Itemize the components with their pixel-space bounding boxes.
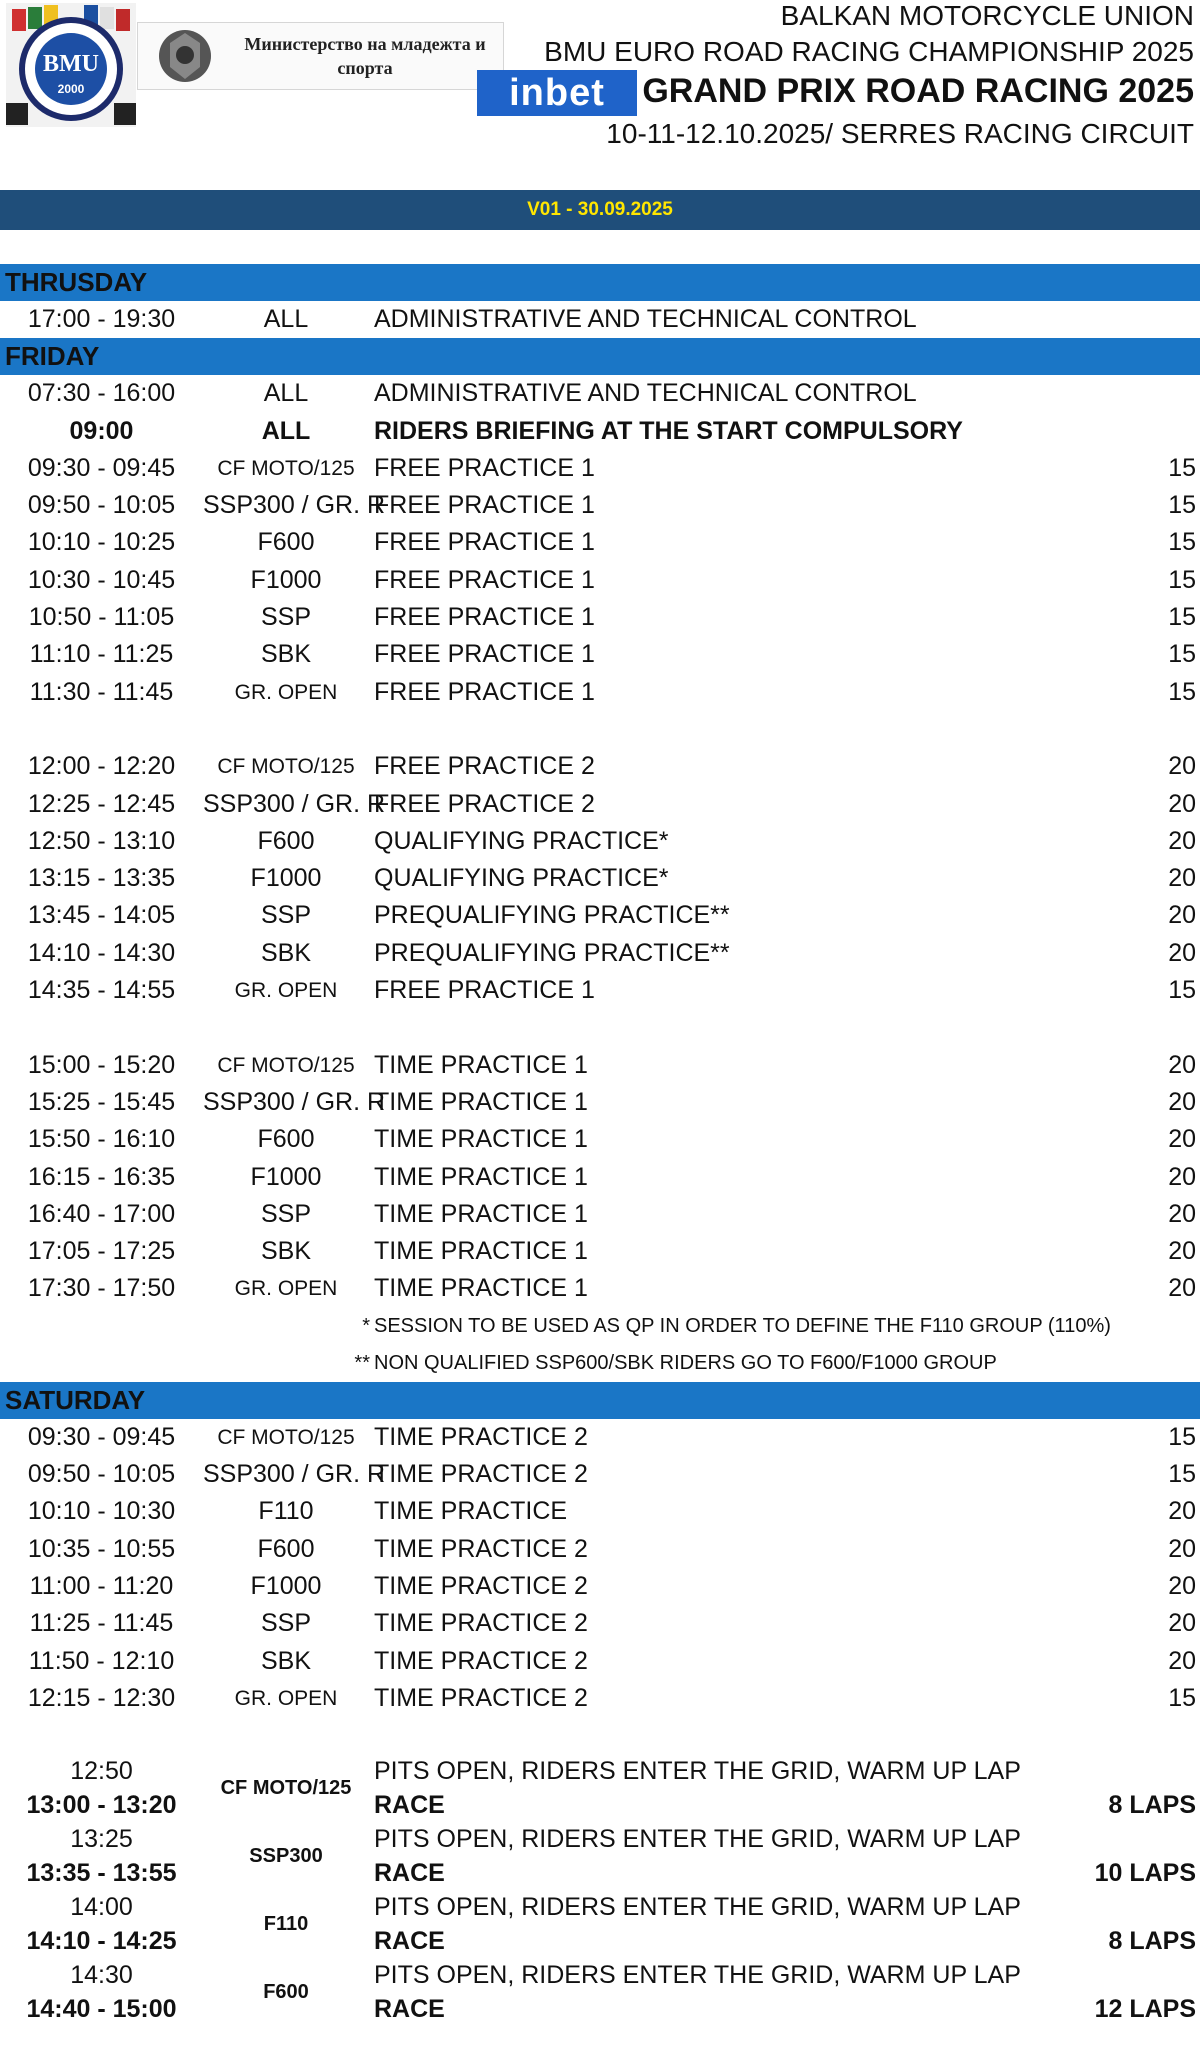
- session-duration: 15: [1168, 491, 1196, 520]
- bmu-logo: [6, 3, 136, 127]
- race-class: F110: [263, 1913, 309, 1936]
- session-time: 11:30 - 11:45: [29, 677, 174, 706]
- session-class: F1000: [250, 565, 322, 594]
- race-block: [0, 1822, 1200, 1890]
- session-duration: 20: [1168, 1162, 1196, 1191]
- session-time: 10:10 - 10:25: [27, 528, 176, 557]
- session-class: ALL: [263, 305, 309, 333]
- session-duration: 20: [1168, 938, 1196, 967]
- session-description: TIME PRACTICE 2: [374, 1609, 588, 1638]
- session-class: CF MOTO/125: [217, 1053, 355, 1077]
- schedule-row: [0, 1196, 1200, 1233]
- event-date-venue: 10-11-12.10.2025/ SERRES RACING CIRCUIT: [606, 118, 1194, 149]
- session-description: FREE PRACTICE 1: [374, 528, 595, 557]
- race-time: 13:00 - 13:20: [26, 1791, 177, 1820]
- session-class: GR. OPEN: [234, 680, 338, 704]
- coat-of-arms-icon: [140, 23, 230, 89]
- schedule-row: [0, 1643, 1200, 1680]
- session-description: TIME PRACTICE 1: [374, 1162, 588, 1191]
- session-description: FREE PRACTICE 2: [374, 789, 595, 818]
- session-duration: 20: [1168, 1050, 1196, 1079]
- session-time: 09:00: [69, 416, 134, 445]
- race-laps: 12 LAPS: [1094, 1995, 1196, 2024]
- schedule-row: [0, 1270, 1200, 1307]
- session-duration: 20: [1168, 1497, 1196, 1526]
- schedule-row-briefing: [0, 413, 1200, 450]
- session-class: CF MOTO/125: [217, 755, 355, 779]
- session-time: 11:10 - 11:25: [29, 640, 174, 669]
- session-class: ALL: [261, 416, 311, 445]
- session-duration: 15: [1168, 976, 1196, 1005]
- session-description: FREE PRACTICE 1: [374, 976, 595, 1005]
- schedule: [0, 264, 1200, 2026]
- schedule-row: [0, 823, 1200, 860]
- session-duration: 15: [1168, 640, 1196, 669]
- schedule-row: [0, 786, 1200, 823]
- session-duration: 20: [1168, 826, 1196, 855]
- pits-open-description: PITS OPEN, RIDERS ENTER THE GRID, WARM UP LAP: [374, 1757, 1021, 1786]
- session-duration: 15: [1168, 453, 1196, 482]
- race-label: RACE: [374, 1859, 445, 1888]
- session-time: 13:45 - 14:05: [27, 901, 176, 930]
- session-description: TIME PRACTICE 2: [374, 1646, 588, 1675]
- session-class: SBK: [260, 640, 312, 669]
- session-description: TIME PRACTICE 1: [374, 1199, 588, 1228]
- sponsor-logo: [477, 70, 637, 116]
- session-description: ADMINISTRATIVE AND TECHNICAL CONTROL: [374, 379, 917, 408]
- session-time: 11:50 - 12:10: [28, 1646, 175, 1675]
- session-duration: 15: [1168, 603, 1196, 632]
- svg-text:BMU: BMU: [43, 51, 99, 77]
- bmu-emblem-icon: [6, 3, 136, 127]
- session-class: CF MOTO/125: [217, 1425, 355, 1449]
- spacer-row: [0, 1009, 1200, 1046]
- schedule-row: [0, 935, 1200, 972]
- schedule-row: [0, 450, 1200, 487]
- session-time: 17:00 - 19:30: [27, 305, 176, 333]
- session-class: GR. OPEN: [234, 1277, 338, 1301]
- day-header-thursday: THRUSDAY: [0, 264, 1200, 301]
- race-label: RACE: [374, 1927, 445, 1956]
- session-class: F600: [257, 528, 315, 557]
- schedule-row: [0, 1605, 1200, 1642]
- session-duration: 15: [1168, 1422, 1196, 1451]
- spacer-row: [0, 1717, 1200, 1754]
- session-class: SSP300 / GR. R: [203, 789, 386, 818]
- session-description: TIME PRACTICE 2: [374, 1683, 588, 1712]
- race-class: CF MOTO/125: [220, 1777, 352, 1800]
- day-header-saturday: SATURDAY: [0, 1382, 1200, 1419]
- footnote: [0, 1345, 1200, 1382]
- session-duration: 20: [1168, 1274, 1196, 1303]
- session-duration: 20: [1168, 1534, 1196, 1563]
- championship-name: BMU EURO ROAD RACING CHAMPIONSHIP 2025: [544, 36, 1194, 67]
- schedule-row: [0, 897, 1200, 934]
- session-class: SSP: [260, 1609, 312, 1638]
- race-label: RACE: [374, 1791, 445, 1820]
- race-class: SSP300: [249, 1845, 323, 1868]
- session-time: 11:25 - 11:45: [29, 1609, 174, 1638]
- schedule-row: [0, 1084, 1200, 1121]
- race-time: 14:40 - 15:00: [26, 1995, 177, 2024]
- version-bar: [0, 190, 1200, 230]
- session-description: TIME PRACTICE 2: [374, 1422, 588, 1451]
- session-duration: 15: [1168, 528, 1196, 557]
- session-description: TIME PRACTICE: [374, 1497, 568, 1526]
- footnote-mark: *: [362, 1314, 370, 1337]
- session-class: ALL: [263, 379, 309, 408]
- schedule-row: [0, 636, 1200, 673]
- pits-open-time: 13:25: [70, 1825, 133, 1854]
- session-time: 14:10 - 14:30: [27, 938, 176, 967]
- session-time: 12:00 - 12:20: [27, 752, 176, 781]
- session-time: 07:30 - 16:00: [27, 379, 176, 408]
- session-description: PREQUALIFYING PRACTICE**: [374, 901, 730, 930]
- day-header-friday: FRIDAY: [0, 338, 1200, 375]
- schedule-row: [0, 1456, 1200, 1493]
- session-class: F1000: [250, 1571, 322, 1600]
- session-time: 15:25 - 15:45: [27, 1087, 176, 1116]
- ministry-name: Министерство на младежта и спорта: [244, 34, 486, 78]
- session-time: 12:15 - 12:30: [27, 1683, 176, 1712]
- session-time: 10:50 - 11:05: [28, 603, 175, 632]
- page-header: [0, 0, 1200, 190]
- race-laps: 10 LAPS: [1094, 1859, 1196, 1888]
- session-class: SBK: [260, 1237, 312, 1266]
- schedule-row: [0, 674, 1200, 711]
- session-description: TIME PRACTICE 1: [374, 1237, 588, 1266]
- session-class: SBK: [260, 1646, 312, 1675]
- session-description: FREE PRACTICE 1: [374, 640, 595, 669]
- session-class: SSP300 / GR. R: [203, 1087, 386, 1116]
- session-duration: 20: [1168, 1125, 1196, 1154]
- session-duration: 20: [1168, 1571, 1196, 1600]
- schedule-row: [0, 1233, 1200, 1270]
- session-time: 16:15 - 16:35: [27, 1162, 176, 1191]
- schedule-row: [0, 487, 1200, 524]
- session-description: PREQUALIFYING PRACTICE**: [374, 938, 730, 967]
- schedule-row: [0, 1531, 1200, 1568]
- pits-open-time: 12:50: [70, 1757, 133, 1786]
- session-time: 10:35 - 10:55: [27, 1534, 176, 1563]
- schedule-row: [0, 748, 1200, 785]
- session-description: TIME PRACTICE 1: [374, 1125, 588, 1154]
- race-laps: 8 LAPS: [1108, 1927, 1196, 1956]
- session-description: TIME PRACTICE 1: [374, 1050, 588, 1079]
- schedule-row: [0, 1159, 1200, 1196]
- race-time: 13:35 - 13:55: [26, 1859, 177, 1888]
- session-class: SSP: [260, 901, 312, 930]
- session-description: FREE PRACTICE 1: [374, 565, 595, 594]
- version-label: V01 - 30.09.2025: [527, 199, 673, 220]
- session-time: 15:00 - 15:20: [27, 1050, 176, 1079]
- session-time: 09:50 - 10:05: [27, 491, 176, 520]
- session-duration: 20: [1168, 789, 1196, 818]
- session-description: TIME PRACTICE 1: [374, 1274, 588, 1303]
- session-time: 13:15 - 13:35: [27, 864, 176, 893]
- session-class: CF MOTO/125: [217, 456, 355, 480]
- session-description: FREE PRACTICE 2: [374, 752, 595, 781]
- schedule-row: [0, 1419, 1200, 1456]
- race-laps: 8 LAPS: [1108, 1791, 1196, 1820]
- session-time: 15:50 - 16:10: [27, 1125, 176, 1154]
- session-class: SSP: [260, 1199, 312, 1228]
- session-time: 17:05 - 17:25: [27, 1237, 176, 1266]
- schedule-row: [0, 599, 1200, 636]
- session-class: F600: [257, 1534, 315, 1563]
- svg-text:2000: 2000: [57, 82, 85, 96]
- session-time: 09:30 - 09:45: [27, 453, 176, 482]
- spacer-row: [0, 711, 1200, 748]
- pits-open-description: PITS OPEN, RIDERS ENTER THE GRID, WARM UP LAP: [374, 1825, 1021, 1854]
- session-description: TIME PRACTICE 2: [374, 1460, 588, 1489]
- session-time: 10:30 - 10:45: [27, 565, 176, 594]
- race-time: 14:10 - 14:25: [26, 1927, 177, 1956]
- session-class: F600: [257, 826, 315, 855]
- schedule-row: [0, 1047, 1200, 1084]
- schedule-row: [0, 1680, 1200, 1717]
- session-time: 16:40 - 17:00: [27, 1199, 176, 1228]
- session-description: FREE PRACTICE 1: [374, 603, 595, 632]
- sponsor-name: inbet: [509, 72, 605, 114]
- session-time: 17:30 - 17:50: [27, 1274, 176, 1303]
- session-duration: 20: [1168, 1237, 1196, 1266]
- session-time: 09:30 - 09:45: [27, 1422, 176, 1451]
- race-block: [0, 1958, 1200, 2026]
- session-time: 10:10 - 10:30: [27, 1497, 176, 1526]
- session-duration: 20: [1168, 1609, 1196, 1638]
- race-label: RACE: [374, 1995, 445, 2024]
- session-duration: 20: [1168, 1087, 1196, 1116]
- race-block: [0, 1754, 1200, 1822]
- session-class: F110: [258, 1497, 314, 1526]
- organization-name: BALKAN MOTORCYCLE UNION: [780, 0, 1194, 31]
- pits-open-description: PITS OPEN, RIDERS ENTER THE GRID, WARM UP LAP: [374, 1893, 1021, 1922]
- session-class: F600: [257, 1125, 315, 1154]
- session-duration: 20: [1168, 752, 1196, 781]
- session-duration: 20: [1168, 864, 1196, 893]
- session-class: SSP300 / GR. R: [203, 491, 386, 520]
- session-time: 12:25 - 12:45: [27, 789, 176, 818]
- session-duration: 15: [1168, 677, 1196, 706]
- schedule-row: [0, 1493, 1200, 1530]
- session-duration: 20: [1168, 901, 1196, 930]
- session-class: GR. OPEN: [234, 1686, 338, 1710]
- schedule-row: [0, 301, 1200, 338]
- race-block: [0, 1890, 1200, 1958]
- event-title: GRAND PRIX ROAD RACING 2025: [642, 72, 1194, 110]
- session-class: SSP: [260, 603, 312, 632]
- footnote: [0, 1308, 1200, 1345]
- session-time: 14:35 - 14:55: [27, 976, 176, 1005]
- session-description: RIDERS BRIEFING AT THE START COMPULSORY: [374, 416, 963, 445]
- pits-open-time: 14:00: [70, 1893, 133, 1922]
- session-class: SBK: [260, 938, 312, 967]
- session-description: TIME PRACTICE 1: [374, 1087, 588, 1116]
- session-description: TIME PRACTICE 2: [374, 1534, 588, 1563]
- schedule-row: [0, 524, 1200, 561]
- session-description: FREE PRACTICE 1: [374, 677, 595, 706]
- session-class: GR. OPEN: [234, 979, 338, 1003]
- session-duration: 15: [1168, 565, 1196, 594]
- session-class: F1000: [250, 1162, 322, 1191]
- session-time: 09:50 - 10:05: [27, 1460, 176, 1489]
- schedule-row: [0, 972, 1200, 1009]
- session-class: F1000: [250, 864, 322, 893]
- session-description: QUALIFYING PRACTICE*: [374, 864, 669, 893]
- footnote-text: NON QUALIFIED SSP600/SBK RIDERS GO TO F600/F1000 GROUP: [374, 1351, 997, 1374]
- session-class: SSP300 / GR. R: [203, 1460, 386, 1489]
- session-time: 11:00 - 11:20: [29, 1571, 174, 1600]
- session-duration: 15: [1168, 1683, 1196, 1712]
- schedule-row: [0, 562, 1200, 599]
- session-time: 12:50 - 13:10: [27, 826, 176, 855]
- schedule-row: [0, 1121, 1200, 1158]
- schedule-row: [0, 375, 1200, 412]
- footnote-mark: **: [354, 1351, 370, 1374]
- session-description: TIME PRACTICE 2: [374, 1571, 588, 1600]
- session-duration: 20: [1168, 1199, 1196, 1228]
- session-duration: 20: [1168, 1646, 1196, 1675]
- schedule-row: [0, 860, 1200, 897]
- race-class: F600: [263, 1981, 309, 2004]
- pits-open-description: PITS OPEN, RIDERS ENTER THE GRID, WARM UP LAP: [374, 1961, 1021, 1990]
- schedule-row: [0, 1568, 1200, 1605]
- session-description: ADMINISTRATIVE AND TECHNICAL CONTROL: [374, 305, 917, 333]
- ministry-logo: [137, 22, 504, 90]
- session-description: QUALIFYING PRACTICE*: [374, 826, 669, 855]
- session-description: FREE PRACTICE 1: [374, 453, 595, 482]
- session-description: FREE PRACTICE 1: [374, 491, 595, 520]
- footnote-text: SESSION TO BE USED AS QP IN ORDER TO DEFINE THE F110 GROUP (110%): [374, 1314, 1111, 1337]
- pits-open-time: 14:30: [70, 1961, 133, 1990]
- session-duration: 15: [1168, 1460, 1196, 1489]
